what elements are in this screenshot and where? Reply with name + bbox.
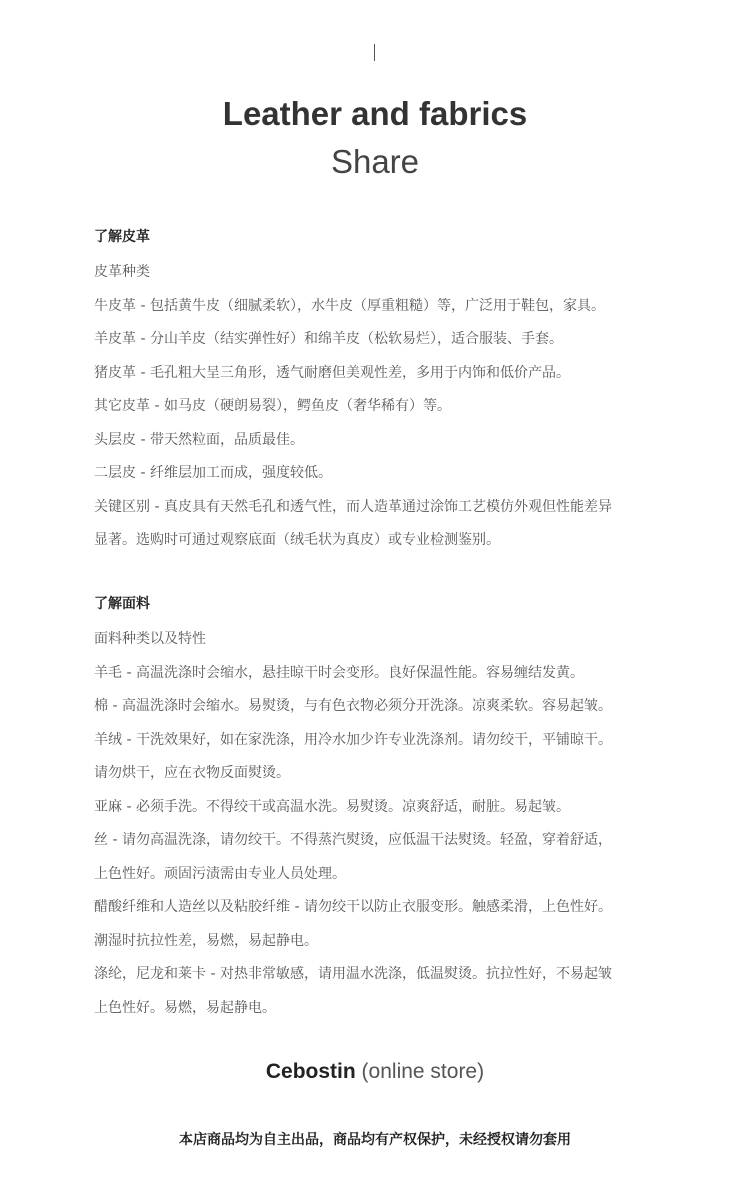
- fabric-line: 棉 - 高温洗涤时会缩水。易熨烫，与有色衣物必须分开洗涤。凉爽柔软。容易起皱。: [94, 698, 612, 714]
- leather-heading: 了解皮革: [94, 229, 150, 245]
- fabric-heading: 了解面料: [94, 596, 150, 612]
- brand-name: Cebostin: [265, 1060, 356, 1083]
- page-title: Leather and fabrics: [222, 95, 528, 132]
- fabric-line: 请勿烘干，应在衣物反面熨烫。: [94, 765, 290, 781]
- fabric-line: 上色性好。易燃，易起静电。: [94, 999, 276, 1016]
- fabric-line: 醋酸纤维和人造丝以及粘胶纤维 - 请勿绞干以防止衣服变形。触感柔滑，上色性好。: [94, 899, 612, 915]
- leather-line: 牛皮革 - 包括黄牛皮（细腻柔软），水牛皮（厚重粗糙）等，广泛用于鞋包，家具。: [94, 297, 605, 314]
- fabric-line: 亚麻 - 必须手洗。不得绞干或高温水洗。易熨烫。凉爽舒适，耐脏。易起皱。: [94, 798, 570, 815]
- top-divider: [374, 44, 375, 61]
- leather-line: 其它皮革 - 如马皮（硬朗易裂），鳄鱼皮（奢华稀有）等。: [94, 398, 451, 414]
- leather-line: 二层皮 - 纤维层加工而成，强度较低。: [94, 465, 332, 481]
- brand-suffix: (online store): [355, 1060, 485, 1083]
- fabric-line: 上色性好。顽固污渍需由专业人员处理。: [94, 865, 346, 882]
- fabric-line: 潮湿时抗拉性差，易燃，易起静电。: [94, 932, 318, 949]
- fabric-line: 面料种类以及特性: [94, 631, 206, 647]
- fabric-line: 丝 - 请勿高温洗涤，请勿绞干。不得蒸汽熨烫，应低温干法熨烫。轻盈，穿着舒适，: [94, 832, 612, 848]
- fabric-line: 羊毛 - 高温洗涤时会缩水，悬挂晾干时会变形。良好保温性能。容易缠结发黄。: [94, 664, 584, 681]
- leather-line: 皮革种类: [94, 264, 150, 280]
- fabric-line: 羊绒 - 干洗效果好，如在家洗涤，用冷水加少许专业洗涤剂。请勿绞干，平铺晾干。: [94, 731, 612, 748]
- fabric-section: [94, 589, 674, 1025]
- leather-line: 羊皮革 - 分山羊皮（结实弹性好）和绵羊皮（松软易烂），适合服装、手套。: [94, 331, 563, 347]
- leather-section: [94, 222, 674, 558]
- fabric-line: 涤纶，尼龙和莱卡 - 对热非常敏感，请用温水洗涤，低温熨烫。抗拉性好，不易起皱: [94, 966, 612, 982]
- page-subtitle: Share: [330, 143, 420, 180]
- copyright-notice: 本店商品均为自主出品，商品均有产权保护，未经授权请勿套用: [179, 1132, 571, 1148]
- brand-signature: [0, 1056, 750, 1088]
- leather-line: 关键区别 - 真皮具有天然毛孔和透气性，而人造革通过涂饰工艺模仿外观但性能差异: [94, 498, 612, 515]
- leather-line: 头层皮 - 带天然粒面，品质最佳。: [94, 431, 304, 448]
- leather-line: 显著。选购时可通过观察底面（绒毛状为真皮）或专业检测鉴别。: [94, 532, 500, 548]
- leather-line: 猪皮革 - 毛孔粗大呈三角形，透气耐磨但美观性差，多用于内饰和低价产品。: [94, 364, 570, 381]
